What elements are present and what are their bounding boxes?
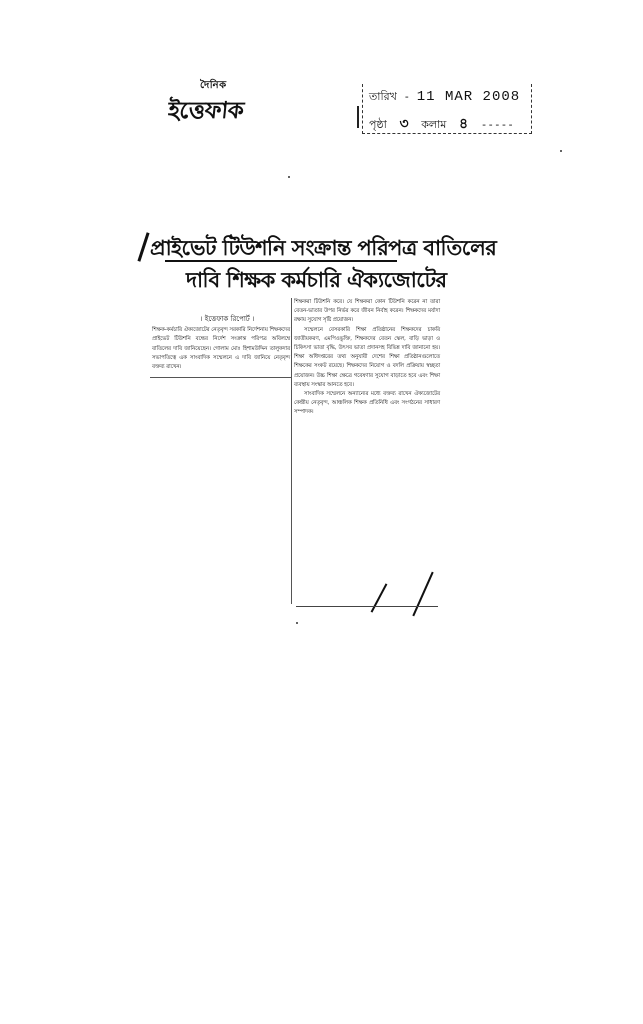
left-column-paragraph: শিক্ষক-কর্মচারি ঐক্যজোটের নেতৃবৃন্দ সরকারি নির্দেশনায় শিক্ষকদের প্রাইভেট টিউশনি বন্ধের নির্দেশ সংক্রান্ত পরিপত্র অবিলম্বে বাতিলের দাবি জানিয়েছেন। গোলাম মোঃ হিশামউদ্দিন তালুকদার সভাপতিত্বে এক সাংবাদিক সম্মেলনে এ দাবি জানিয়ে নেতৃবৃন্দ বক্তব্য রাখেন। [152, 327, 290, 371]
headline-slash-mark [137, 232, 149, 261]
stamp-page-value: ৩ [399, 116, 409, 132]
right-column-paragraph-2: সম্মেলনে বেসরকারি শিক্ষা প্রতিষ্ঠানের শিক্ষকদের চাকরি জাতীয়করণ, এমপিওভুক্তি, শিক্ষকদের বেতন স্কেল, বাড়ি ভাড়া ও চিকিৎসা ভাতা বৃদ্ধি, উৎসব ভাতা প্রদানসহ বিভিন্ন দাবি জানানো হয়। শিক্ষা অধিদপ্তরের তথ্য অনুযায়ী দেশের শিক্ষা প্রতিষ্ঠানগুলোতে শিক্ষকের সংকট রয়েছে। শিক্ষকদের নিয়োগ ও বদলি প্রক্রিয়ায় স্বচ্ছতা প্রয়োজন। উচ্চ শিক্ষা ক্ষেত্রে গবেষণার সুযোগ বাড়াতে হবে এবং শিক্ষা ব্যবস্থায় সংস্কার আনতে হবে। [294, 326, 440, 388]
stamp-date-value: 11 MAR 2008 [416, 89, 521, 105]
scan-speck [296, 622, 298, 624]
article-headline-line1: প্রাইভেট টিউশনি সংক্রান্ত পরিপত্র বাতিলের [150, 235, 497, 260]
article-left-column [152, 326, 290, 372]
scan-speck [288, 176, 290, 178]
article-right-column [294, 298, 440, 418]
article-bottom-rule [296, 606, 438, 607]
newspaper-masthead-small: দৈনিক [200, 80, 227, 91]
pen-mark [371, 583, 388, 612]
headline-underline [165, 260, 397, 262]
right-column-paragraph-1: শিক্ষকরা টিউশনি করে। যে শিক্ষকরা কোন টিউশনি করেন না তারা বেতন-ভাতার উপর নির্ভর করে জীবন নির্বাহ করেন। শিক্ষকদের মর্যাদা রক্ষায় সুযোগ সৃষ্টি প্রয়োজন। [294, 299, 440, 324]
right-column-paragraph-3: সাংবাদিক সম্মেলনে অন্যান্যের মধ্যে বক্তব্য রাখেন ঐক্যজোটের কেন্দ্রীয় নেতৃবৃন্দ, আঞ্চলিক শিক্ষক প্রতিনিধি এবং সংগঠনের সাধারণ সম্পাদক। [294, 391, 440, 416]
stamp-page-row: পৃষ্ঠা ৩ কলাম ৪ ----- [369, 116, 514, 132]
stamp-date-label: তারিখ [369, 90, 397, 103]
stamp-date-row: তারিখ - 11 MAR 2008 [369, 89, 521, 105]
article-byline: । ইত্তেফাক রিপোর্ট । [200, 315, 255, 323]
stamp-column-value: ৪ [459, 116, 469, 132]
stamp-tick-mark [357, 106, 359, 128]
column-divider-vertical [291, 298, 292, 604]
clipping-date-stamp [362, 84, 532, 134]
stamp-page-label: পৃষ্ঠা [369, 118, 387, 131]
scan-speck [560, 150, 562, 152]
article-headline-line2: দাবি শিক্ষক কর্মচারি ঐক্যজোটের [186, 267, 447, 292]
newspaper-masthead-title: ইত্তেফাক [166, 97, 245, 124]
stamp-column-label: কলাম [421, 118, 447, 131]
column-divider-horizontal [150, 377, 291, 378]
pen-mark [412, 572, 433, 617]
